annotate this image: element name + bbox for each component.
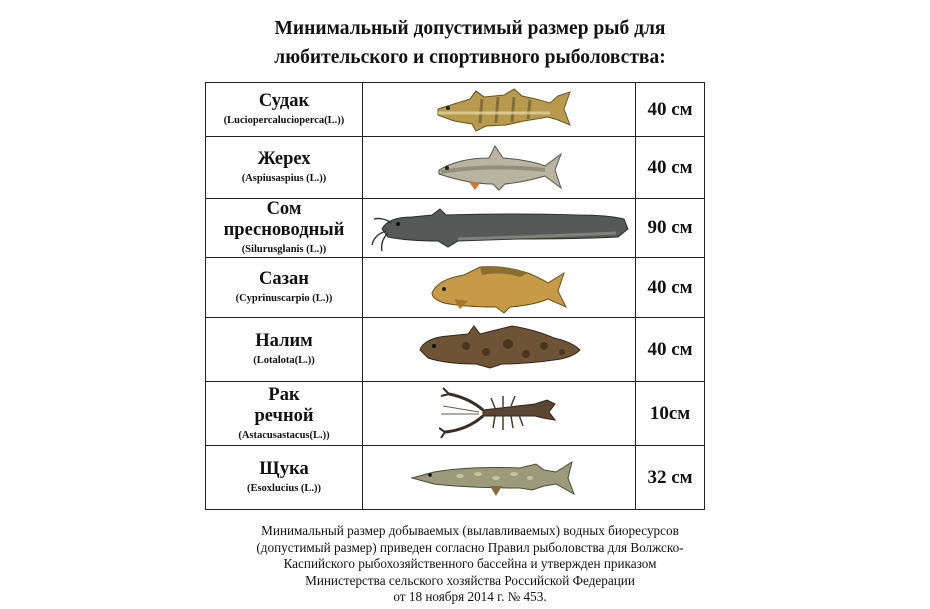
pike-fish-icon (410, 456, 588, 500)
footnote-line: (допустимый размер) приведен согласно Правил рыболовства для Волжско- (256, 539, 684, 555)
species-name: Сом (266, 199, 302, 219)
min-size-value: 90 см (636, 199, 705, 258)
species-name-cell (206, 318, 363, 382)
species-name-cell (206, 137, 363, 199)
table-row (206, 446, 705, 510)
species-name-cell (206, 446, 363, 510)
species-name: речной (254, 405, 314, 426)
species-name: Сазан (259, 269, 309, 289)
species-name-cell (206, 382, 363, 446)
species-name: пресноводный (223, 220, 345, 240)
species-name-cell (206, 83, 363, 137)
species-name: Налим (255, 331, 313, 351)
species-latin-name: (Astacusastacus(L.)) (238, 429, 330, 441)
title-line-1: Минимальный допустимый размер рыб для (274, 18, 666, 39)
table-row (206, 258, 705, 318)
zander-fish-icon (424, 87, 574, 133)
footnote-line: от 18 ноября 2014 г. № 453. (393, 589, 547, 604)
footnote-line: Минимальный размер добываемых (вылавливаемых) водных биоресурсов (261, 523, 679, 538)
species-name-cell (206, 258, 363, 318)
species-latin-name: (Aspiusaspius (L.)) (241, 173, 327, 184)
min-size-value: 40 см (636, 318, 705, 382)
min-size-value: 10см (636, 382, 705, 446)
table-row (206, 199, 705, 258)
catfish-icon (368, 203, 630, 253)
asp-fish-icon (429, 142, 569, 194)
species-latin-name: (Esoxlucius (L.)) (246, 483, 322, 494)
species-name: Судак (258, 91, 310, 111)
species-name: Щука (259, 459, 309, 479)
page-title (200, 14, 740, 72)
species-latin-name: (Luciopercalucioperca(L.)) (223, 115, 345, 126)
min-size-value: 40 см (636, 137, 705, 199)
species-name: Рак (268, 384, 300, 405)
species-name-cell (206, 199, 363, 258)
species-image-cell (363, 446, 636, 510)
species-image-cell (363, 258, 636, 318)
footnote-line: Каспийского рыбохозяйственного бассейна и утвержден приказом (283, 556, 657, 571)
species-image-cell (363, 199, 636, 258)
table-row (206, 318, 705, 382)
title-line-2: любительского и спортивного рыболовства: (274, 47, 666, 68)
min-size-value: 40 см (636, 258, 705, 318)
species-image-cell (363, 83, 636, 137)
crayfish-icon (439, 384, 559, 444)
species-image-cell (363, 137, 636, 199)
footnote (210, 523, 730, 606)
species-latin-name: (Cyprinuscarpio (L.)) (235, 293, 333, 304)
footnote-line: Министерства сельского хозяйства Российской Федерации (305, 572, 635, 588)
burbot-fish-icon (416, 322, 582, 378)
species-image-cell (363, 382, 636, 446)
table-row (206, 382, 705, 446)
fish-size-table (205, 82, 705, 510)
min-size-value: 40 см (636, 83, 705, 137)
species-image-cell (363, 318, 636, 382)
species-latin-name: (Silurusglanis (L.)) (241, 244, 327, 255)
table-row (206, 137, 705, 199)
carp-fish-icon (424, 261, 574, 315)
species-latin-name: (Lotalota(L.)) (253, 355, 315, 366)
min-size-value: 32 см (636, 446, 705, 510)
table-row (206, 83, 705, 137)
species-name: Жерех (257, 149, 311, 169)
